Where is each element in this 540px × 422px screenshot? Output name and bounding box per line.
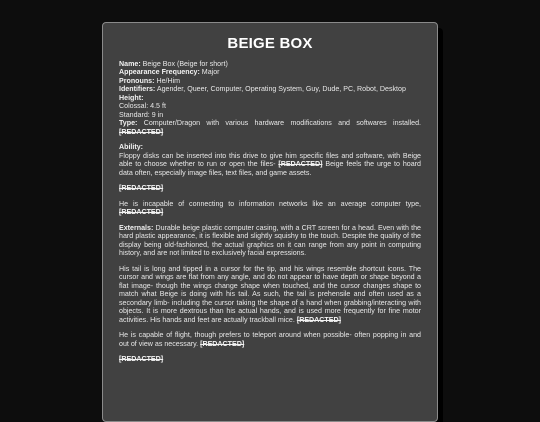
page-title: BEIGE BOX [227,35,313,52]
flight-redacted: [REDACTED] [200,339,245,348]
height-colossal: Colossal: 4.5 ft [119,102,166,110]
redacted-paragraph-2 [119,355,421,364]
identifiers-value: Agender, Queer, Computer, Operating System, Guy, Dude, PC, Robot, Desktop [155,85,406,93]
identifiers-label: Identifiers: [119,85,156,93]
profile-info [119,60,421,137]
externals-label: Externals: [119,223,154,232]
ability-text-before: Floppy disks can be inserted into this drive to give him specific files and software, with Beige able to choose whether to run or open the files- [119,151,421,168]
type-redacted: [REDACTED] [119,127,164,136]
pronouns-row [119,77,421,86]
height-label: Height: [119,93,144,102]
ability-paragraph [119,143,421,177]
tail-redacted: [REDACTED] [296,315,341,324]
redacted-paragraph-1 [119,184,421,193]
redacted-line-1: [REDACTED] [119,184,164,192]
height-standard: Standard: 9 in [119,110,164,119]
height-row [119,94,421,103]
flight-paragraph [119,331,421,348]
spacer [119,136,421,143]
network-redacted: [REDACTED] [119,208,164,216]
externals-paragraph [119,224,421,258]
ability-text-after: Beige feels the urge to hoard data often, especially image files, text files, and game assets. [119,160,421,177]
type-value: Computer/Dragon with various hardware modifications and softwares installed. [137,119,421,127]
flight-text: He is capable of flight, though prefers to teleport around when possible- often popping in and out of view as necessary. [119,331,421,348]
network-text: He is incapable of connecting to information networks like an average computer type, [119,199,421,208]
character-card [102,22,438,422]
tail-text: His tail is long and tipped in a cursor for the tip, and his wings resemble shortcut icons. The cursor and wings are flat from any angle, and do not appear to have depth or shape beyond a flat image- though the wings change shape when touched, and the cursor changes shape to match what Beige is doing with his tail. As such, the tail is prehensile and often used as a secondary limb- including the cursor taking the shape of a hand when grabbing/interacting with objects. It is more dextrous than his actual hands, and is used more frequently for fine motor activities. His hands and feet are actually trackball mice. [119,264,421,324]
externals-text: Durable beige plastic computer casing, with a CRT screen for a head. Even with the hard plastic appearance, it is flexible and slightly squishy to the touch. Despite the quality of the display being old-fashioned, the actual graphics on it can range from any point in computing history, and are not limited to exclusively facial expressions. [119,223,421,257]
identifiers-row [119,85,421,94]
network-paragraph [119,200,421,217]
type-row [119,119,421,136]
tail-paragraph [119,265,421,325]
ability-redacted: [REDACTED] [278,160,323,168]
pronouns-label: Pronouns: [119,76,155,85]
redacted-line-2: [REDACTED] [119,355,164,363]
name-value: Beige Box (Beige for short) [140,59,228,68]
frequency-label: Appearance Frequency: [119,68,200,76]
pronouns-value: He/Him [154,76,181,85]
name-label: Name: [119,59,141,68]
ability-label: Ability: [119,143,144,151]
frequency-value: Major [199,68,220,76]
frequency-row [119,68,421,77]
type-label: Type: [119,119,138,127]
name-row [119,60,421,69]
